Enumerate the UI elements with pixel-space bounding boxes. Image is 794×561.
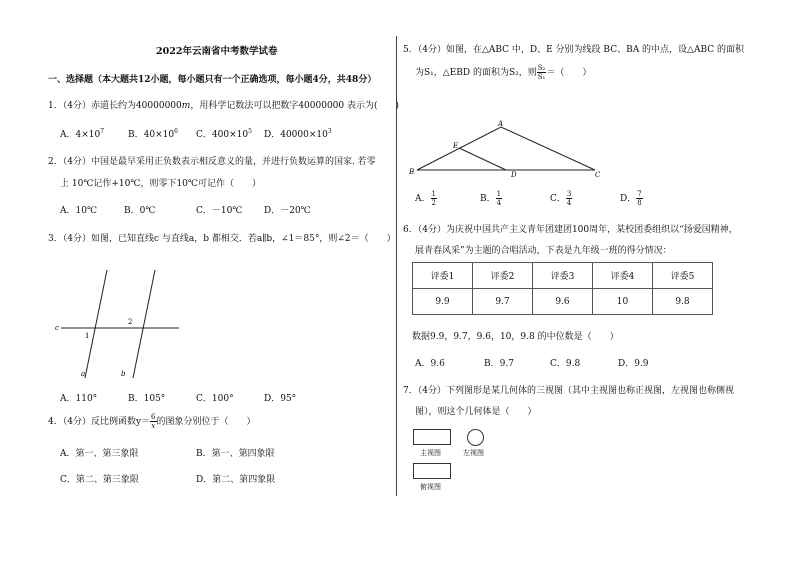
table-cell: 9.7: [473, 289, 533, 315]
q1-option-b: B．$40\times 10^6$: [128, 128, 178, 140]
q5-line2-b: ＝（ ）: [546, 68, 592, 78]
label-a: a: [81, 370, 86, 378]
q1-option-d: D．$40000\times 10^3$: [264, 128, 332, 140]
q3-option-d: D．95°: [264, 394, 297, 404]
q4-option-c: C．第二、第三象限: [60, 475, 139, 485]
q3-option-a: A．110°: [60, 394, 98, 404]
q2-option-c: C．－10℃: [196, 206, 243, 216]
top-view-label: 俯视图: [420, 483, 441, 491]
q7-line2: 图），则这个几何体是（ ）: [415, 407, 537, 417]
label-C: C: [595, 171, 601, 179]
table-header-cell: 评委4: [593, 263, 653, 289]
left-view-circle: [467, 429, 484, 446]
q5-option-b: B． $\frac{1}{4}$: [480, 190, 502, 207]
q4-stem-b: 的图象分别位于（ ）: [156, 417, 256, 427]
q4-option-a: A．第一、第三象限: [60, 449, 139, 459]
q1-stem-a: 1．（4分）赤道长约为40000000: [48, 101, 182, 111]
q4-option-b: B．第一、第四象限: [196, 449, 275, 459]
q6-option-d: D．9.9: [618, 359, 649, 369]
q1-stem: [48, 98, 399, 111]
q4-option-d: D．第二、第四象限: [196, 475, 276, 485]
label-A: A: [498, 120, 504, 128]
q4-fraction: $\frac{6}{x}$: [151, 413, 156, 430]
q5-line1: 5．（4分）如图，在△ABC 中，D、E 分别为线段 BC、BA 的中点，设△ABC 的面积: [403, 45, 744, 55]
label-b: b: [121, 370, 126, 378]
q5-fraction: $\frac{\text{S₂}}{\text{S₁}}$: [537, 64, 546, 81]
q3-figure: [55, 268, 185, 380]
table-row: [413, 289, 713, 315]
q2-line1: 2．（4分）中国是最早采用正负数表示相反意义的量，并进行负数运算的国家. 若零: [48, 157, 376, 167]
q1-option-c: C．$400\times 10^5$: [196, 128, 252, 140]
q5-option-a: A． $\frac{1}{2}$: [415, 190, 436, 207]
q6-question: 数据9.9，9.7，9.6，10，9.8 的中位数是（ ）: [412, 332, 619, 342]
line-a: [85, 270, 107, 378]
table-cell: 10: [593, 289, 653, 315]
q4-stem-a: 4．（4分）反比例函数y＝: [48, 417, 151, 427]
line-b: [133, 270, 155, 378]
exam-title: 2022年云南省中考数学试卷: [156, 46, 278, 57]
q5-option-d: D． $\frac{7}{8}$: [620, 190, 642, 207]
q7-line1: 7．（4分）下列图形是某几何体的三视图（其中主视图也称正视图，左视图也称侧视: [403, 386, 734, 396]
score-table: [412, 262, 713, 315]
q4-stem: [48, 413, 256, 430]
table-header-cell: 评委2: [473, 263, 533, 289]
q2-option-d: D．－20℃: [264, 206, 311, 216]
label-angle-1: 1: [85, 332, 90, 340]
label-angle-2: 2: [128, 318, 133, 326]
q1-unit: m: [181, 101, 191, 111]
q5-option-c: C． $\frac{3}{4}$: [550, 190, 572, 207]
label-D: D: [511, 171, 517, 179]
label-c: c: [55, 324, 59, 332]
label-E: E: [453, 142, 459, 150]
table-header-cell: 评委5: [653, 263, 713, 289]
segment-ed: [459, 148, 506, 170]
q5-figure: [405, 118, 605, 180]
q3-stem: 3．（4分）如图，已知直线c 与直线a，b 都相交．若a∥b，∠1＝85°，则∠2＝（ ）: [48, 234, 396, 244]
q5-line2: [415, 64, 591, 81]
q2-line2: 上 10℃记作+10℃，则零下10℃可记作（ ）: [60, 179, 261, 189]
top-view-rectangle: [413, 463, 451, 479]
front-view-label: 主视图: [420, 449, 441, 457]
q6-line2: 展青春风采”为主题的合唱活动，下表是九年级一班的得分情况：: [415, 246, 672, 256]
section-heading: 一、选择题（本大题共12小题，每小题只有一个正确选项，每小题4分，共48分）: [48, 75, 377, 85]
q5-line2-a: 为S₁，△EBD 的面积为S₂，则: [415, 68, 537, 78]
q6-option-c: C．9.8: [550, 359, 581, 369]
front-view-rectangle: [413, 429, 451, 445]
label-B: B: [409, 168, 415, 176]
table-header-row: [413, 263, 713, 289]
q3-option-b: B．105°: [128, 394, 166, 404]
q2-option-a: A．10℃: [60, 206, 98, 216]
q1-stem-b: ，用科学记数法可以把数字40000000 表示为( ): [190, 101, 400, 111]
q1-option-a: A．$4\times 10^7$: [60, 128, 105, 140]
q6-option-b: B．9.7: [484, 359, 514, 369]
q3-option-c: C．100°: [196, 394, 234, 404]
table-header-cell: 评委3: [533, 263, 593, 289]
table-header-cell: 评委1: [413, 263, 473, 289]
table-cell: 9.6: [533, 289, 593, 315]
q6-option-a: A．9.6: [415, 359, 445, 369]
left-view-label: 左视图: [463, 449, 484, 457]
q6-line1: 6．（4分）为庆祝中国共产主义青年团建团100周年，某校团委组织以“扬爱国精神，: [403, 225, 738, 235]
table-cell: 9.9: [413, 289, 473, 315]
table-cell: 9.8: [653, 289, 713, 315]
triangle-abc: [417, 127, 595, 170]
q2-option-b: B．0℃: [124, 206, 156, 216]
